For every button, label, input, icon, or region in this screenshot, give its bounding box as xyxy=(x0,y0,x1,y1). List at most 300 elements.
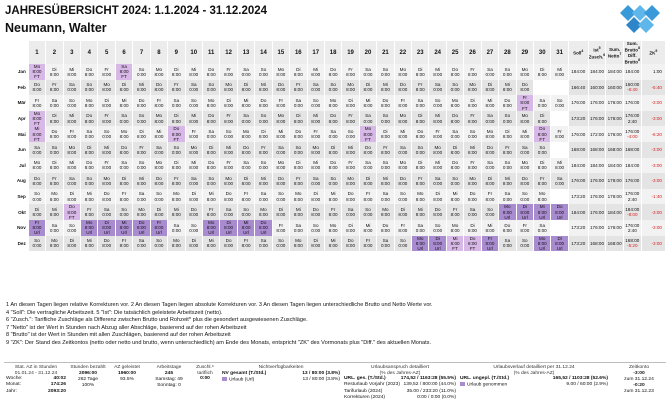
day-cell: Fr 8:00 xyxy=(516,220,533,236)
day-header: 17 xyxy=(307,41,324,64)
day-cell: Mo 8:00 xyxy=(324,220,341,236)
soll-value: 173:20 xyxy=(568,220,588,236)
day-cell: Di 8:00 xyxy=(46,158,63,174)
day-cell: So 0:00 xyxy=(168,142,185,158)
sum-netto-cell xyxy=(606,236,624,252)
day-cell: Mi 8:00 xyxy=(324,189,341,205)
nv-item-value: 13 / 80:00 (3.8%) xyxy=(302,376,340,382)
day-cell: Di 8:00 xyxy=(342,95,359,111)
day-cell: Do 8:00 xyxy=(394,173,411,189)
day-cell: Fr 8:00 xyxy=(98,111,115,127)
day-cell: Mi 8:00 xyxy=(499,173,516,189)
day-cell: Sa 0:00 xyxy=(534,95,551,111)
zk-value: -5:40 xyxy=(641,80,665,96)
sum-netto-cell xyxy=(606,220,624,236)
day-header: 20 xyxy=(359,41,376,64)
soll-value: 173:20 xyxy=(568,189,588,205)
sum-netto-cell xyxy=(606,142,624,158)
soll-header-part: Soll xyxy=(573,50,582,56)
day-cell: Fr 8:00 xyxy=(28,95,45,111)
day-cell: Do 8:00 xyxy=(359,142,376,158)
sum-brutto-cell xyxy=(623,189,641,205)
diff-value: -4:00 xyxy=(627,134,638,140)
soll-value: 173:20 xyxy=(568,111,588,127)
day-cell: Mo 8:00 Url xyxy=(499,204,516,220)
sum-netto-value: 176:00 xyxy=(607,100,622,106)
sum-brutto-value: 176:00 xyxy=(625,222,640,228)
day-cell: Di 8:00 xyxy=(481,173,498,189)
day-header: 27 xyxy=(481,41,498,64)
day-cell: Mi 8:00 xyxy=(290,204,307,220)
day-cell: Do 8:00 xyxy=(81,158,98,174)
day-cell: So 0:00 xyxy=(220,126,237,142)
day-cell: Fr 8:00 xyxy=(290,173,307,189)
day-cell: Mo 8:00 xyxy=(290,236,307,252)
day-cell: Mi 8:00 xyxy=(255,173,272,189)
day-cell: Di 8:00 xyxy=(237,173,254,189)
day-cell: Di 8:00 xyxy=(81,142,98,158)
zk-header xyxy=(641,41,665,64)
day-cell: So 0:00 xyxy=(429,220,446,236)
day-cell: Mi 8:00 xyxy=(429,111,446,127)
soll-value: 166:40 xyxy=(568,80,588,96)
month-label: Dez xyxy=(4,236,28,252)
day-cell: Di 8:00 xyxy=(272,204,289,220)
day-cell: Do 8:00 FT xyxy=(168,126,185,142)
day-cell: Fr 8:00 xyxy=(237,189,254,205)
ist-value: 176:00 xyxy=(588,111,606,127)
day-cell: Sa 0:00 xyxy=(394,142,411,158)
day-cell: Do 8:00 xyxy=(28,80,45,96)
day-cell: Sa 0:00 xyxy=(63,80,80,96)
day-cell: Di 8:00 xyxy=(446,142,463,158)
day-cell: Mo 8:00 FT xyxy=(28,64,45,80)
day-cell: Do 8:00 xyxy=(377,220,394,236)
day-cell: Mi 8:00 xyxy=(516,126,533,142)
day-cell: Mo 8:00 xyxy=(133,204,150,220)
day-cell: Mi 8:00 xyxy=(412,204,429,220)
day-cell: So 0:00 xyxy=(412,142,429,158)
sum-netto-cell xyxy=(606,126,624,142)
ist-value: 168:00 xyxy=(588,236,606,252)
sum-netto-header-part: 7 xyxy=(619,51,622,56)
jahr-label: Jahr: xyxy=(6,388,17,394)
day-header: 5 xyxy=(98,41,115,64)
empty-day-cell xyxy=(551,220,568,236)
day-cell: Fr 8:00 xyxy=(168,173,185,189)
day-cell: Di 8:00 xyxy=(28,204,45,220)
day-cell: So 0:00 xyxy=(115,204,132,220)
ua-korrektur-label: Korrekturen (2024) xyxy=(344,394,386,400)
day-cell: Mi 8:00 xyxy=(359,220,376,236)
day-cell: Do 8:00 xyxy=(342,236,359,252)
day-cell: Di 8:00 xyxy=(168,64,185,80)
day-cell: Di 8:00 Url xyxy=(98,220,115,236)
day-cell: Do 8:00 xyxy=(202,64,219,80)
day-cell: Sa 0:00 xyxy=(28,142,45,158)
day-cell: Mi 8:00 xyxy=(377,173,394,189)
az-value: 1960:00 xyxy=(118,370,136,376)
sum-brutto-header-part: Sum. Brutto xyxy=(624,41,639,53)
summary-footer xyxy=(4,362,666,414)
day-cell: Do 8:00 xyxy=(255,95,272,111)
day-cell: Do 8:00 xyxy=(220,236,237,252)
woche-label: Woche: xyxy=(6,376,23,382)
day-cell: Do 8:00 xyxy=(324,158,341,174)
day-cell: Do 8:00 xyxy=(202,111,219,127)
day-cell: Di 8:00 xyxy=(412,64,429,80)
day-cell: Do 8:00 xyxy=(481,142,498,158)
diff-value: 2:40 xyxy=(627,196,637,202)
day-cell: Mi 8:00 xyxy=(377,80,394,96)
ua-gesamt-label: URL. ges. (T./Std.) xyxy=(344,376,386,382)
sum-netto-value: 184:00 xyxy=(607,209,622,215)
day-cell: Do 8:00 xyxy=(46,126,63,142)
uv-subheading: (% des Jahres-AZ) xyxy=(513,370,555,376)
day-cell: Mi 8:00 xyxy=(202,236,219,252)
day-cell: So 0:00 xyxy=(202,80,219,96)
day-header: 26 xyxy=(464,41,481,64)
day-cell: So 0:00 xyxy=(446,173,463,189)
day-cell: Mo 8:00 xyxy=(202,95,219,111)
day-cell: Mo 8:00 xyxy=(115,126,132,142)
day-cell: Do 8:00 xyxy=(429,204,446,220)
day-cell: Mo 8:00 xyxy=(168,189,185,205)
day-cell: Do 8:00 xyxy=(412,126,429,142)
zk-value: -3:00 xyxy=(641,95,665,111)
uv-label: URL. ungepl. (T./Std.) xyxy=(460,376,510,382)
day-cell: Fr 8:00 xyxy=(412,80,429,96)
day-cell: Do 8:00 xyxy=(499,95,516,111)
day-cell: Mi 8:00 xyxy=(63,158,80,174)
day-cell: Mo 8:00 xyxy=(342,80,359,96)
vacation-swatch-icon xyxy=(222,377,227,381)
day-cell: Do 8:00 FT xyxy=(534,126,551,142)
day-cell: Sa 0:00 xyxy=(81,126,98,142)
day-cell: Fr 8:00 xyxy=(481,189,498,205)
day-cell: So 0:00 xyxy=(429,95,446,111)
soll-value: 176:00 xyxy=(568,126,588,142)
soll-header-part: 4 xyxy=(581,49,584,54)
day-header: 7 xyxy=(133,41,150,64)
day-cell: Mo 8:00 xyxy=(394,64,411,80)
diff-value: -8:00 xyxy=(627,212,638,218)
day-cell: Mo 8:00 xyxy=(168,236,185,252)
day-cell: So 0:00 xyxy=(534,142,551,158)
jahr-value: 2093:20 xyxy=(48,388,66,394)
zk-value: -6:20 xyxy=(641,126,665,142)
day-cell: Mi 8:00 xyxy=(499,80,516,96)
uv-heading: Urlaubsverlauf detailliert per 31.12.24 xyxy=(493,365,575,370)
day-header: 24 xyxy=(429,41,446,64)
day-cell: So 0:00 xyxy=(499,64,516,80)
day-cell: Fr 8:00 xyxy=(133,142,150,158)
day-cell: So 0:00 xyxy=(307,220,324,236)
zeitkonto-value-previous: -0:20 xyxy=(633,383,645,388)
day-cell: So 0:00 xyxy=(255,64,272,80)
month-row xyxy=(4,236,666,252)
day-cell: Fr 8:00 xyxy=(412,173,429,189)
day-cell: Sa 0:00 xyxy=(464,204,481,220)
day-cell: Mi 8:00 Url xyxy=(115,220,132,236)
day-cell: Do 8:00 xyxy=(220,189,237,205)
day-cell: Fr 8:00 xyxy=(359,189,376,205)
day-cell: Do 8:00 xyxy=(446,111,463,127)
day-cell: Mi 8:00 xyxy=(429,64,446,80)
day-cell: Do 8:00 xyxy=(290,126,307,142)
day-cell: Mo 8:00 xyxy=(63,142,80,158)
day-cell: Di 8:00 xyxy=(46,111,63,127)
empty-day-cell xyxy=(551,80,568,96)
sum-brutto-header-part: 8 xyxy=(638,46,641,50)
day-cell: So 0:00 xyxy=(28,189,45,205)
day-cell: Mi 8:00 xyxy=(98,142,115,158)
day-cell: Do 8:00 xyxy=(133,95,150,111)
day-cell: Mi 8:00 xyxy=(185,64,202,80)
ua-heading: Urlaubsanspruch detailliert xyxy=(371,365,429,370)
month-label: Jun xyxy=(4,142,28,158)
day-cell: Mi 8:00 xyxy=(63,111,80,127)
day-cell: Fr 8:00 xyxy=(394,220,411,236)
day-cell: Mo 8:00 xyxy=(446,220,463,236)
day-cell: Sa 0:00 xyxy=(342,204,359,220)
day-cell: Mi 8:00 xyxy=(429,158,446,174)
day-cell: Sa 0:00 xyxy=(46,220,63,236)
sum-brutto-value: 176:00 xyxy=(625,178,640,184)
day-cell: Di 8:00 xyxy=(534,158,551,174)
day-cell: Mi 8:00 xyxy=(185,111,202,127)
sum-netto-cell xyxy=(606,95,624,111)
day-cell: Mi 8:00 xyxy=(133,80,150,96)
ua-tarif-label: Tarifurlaub (2024) xyxy=(344,388,383,394)
sum-netto-cell xyxy=(606,204,624,220)
day-cell: Mo 8:00 xyxy=(28,158,45,174)
sum-brutto-cell xyxy=(623,220,641,236)
day-cell: Di 8:00 xyxy=(464,220,481,236)
day-cell: So 0:00 xyxy=(342,126,359,142)
day-cell: Sa 0:00 xyxy=(359,64,376,80)
day-cell: Mo 8:00 xyxy=(272,158,289,174)
page-title: JAHRESÜBERSICHT 2024: 1.1.2024 - 31.12.2024 xyxy=(5,5,268,17)
day-cell: Di 8:00 Url xyxy=(551,236,568,252)
day-cell: Mi 8:00 xyxy=(81,236,98,252)
day-cell: Mi 8:00 xyxy=(394,126,411,142)
sum-brutto-value: 184:00 xyxy=(625,69,640,75)
soll-value: 184:00 xyxy=(568,158,588,174)
day-cell: Mo 8:00 Url xyxy=(412,236,429,252)
day-cell: So 0:00 xyxy=(516,189,533,205)
day-cell: Di 8:00 xyxy=(481,80,498,96)
ua-gesamt-value: 174,52 / 1163:28 (55.5%) xyxy=(400,376,456,382)
day-cell: Fr 8:00 xyxy=(220,111,237,127)
sum-netto-header xyxy=(606,41,624,64)
zk-header-part: 9 xyxy=(655,49,658,54)
day-cell: Fr 8:00 xyxy=(324,204,341,220)
day-header: 29 xyxy=(516,41,533,64)
month-row xyxy=(4,173,666,189)
day-cell: Mi 8:00 xyxy=(342,142,359,158)
day-cell: Fr 8:00 xyxy=(464,158,481,174)
sum-brutto-value: 176:00 xyxy=(625,113,640,119)
day-cell: Di 8:00 xyxy=(377,126,394,142)
day-cell: Sa 0:00 xyxy=(46,95,63,111)
ua-vortrag-label: Resturlaub Vorjahr (2023) xyxy=(344,382,401,388)
sum-netto-value: 168:00 xyxy=(607,240,622,246)
diff-value: 2:40 xyxy=(627,118,637,124)
day-cell: Sa 0:00 xyxy=(255,236,272,252)
nv-heading: Nichtverfügbarkeiten xyxy=(258,365,304,370)
sum-brutto-cell xyxy=(623,142,641,158)
footnote-3: 6 "Zusch.": Tarifliche Zuschläge als Differenz zwischen Brutto und Rohzeit* plus die gesondert ausgewiesenen Zuschläge. xyxy=(6,317,308,324)
year-overview-table xyxy=(4,41,666,251)
ist-value: 176:00 xyxy=(588,95,606,111)
day-cell: Fr 8:00 xyxy=(237,236,254,252)
urlaubsverlauf-block xyxy=(460,365,608,389)
day-cell: Do 8:00 xyxy=(115,142,132,158)
day-cell: Mo 8:00 xyxy=(237,126,254,142)
day-cell: So 0:00 xyxy=(516,236,533,252)
day-cell: Do 8:00 xyxy=(516,80,533,96)
day-cell: Sa 0:00 xyxy=(359,111,376,127)
day-cell: Mo 8:00 xyxy=(98,80,115,96)
day-cell: Mi 8:00 xyxy=(185,158,202,174)
month-label: Jul xyxy=(4,158,28,174)
nichtverfuegbarkeiten-block xyxy=(222,365,340,383)
day-header: 10 xyxy=(185,41,202,64)
day-cell: Fr 8:00 Url xyxy=(481,236,498,252)
employee-name: Neumann, Walter xyxy=(5,21,107,35)
day-header: 2 xyxy=(46,41,63,64)
day-cell: Di 8:00 xyxy=(342,220,359,236)
day-cell: Di 8:00 xyxy=(412,111,429,127)
sum-brutto-value: 168:00 xyxy=(625,238,640,244)
sum-brutto-header-part: 8 xyxy=(638,57,641,62)
month-label: Mai xyxy=(4,126,28,142)
ua-vortrag-value: 139,52 / 800:00 (44.0%) xyxy=(403,382,456,388)
zuschlaege-block xyxy=(192,365,218,382)
day-cell: Di 8:00 xyxy=(499,126,516,142)
day-cell: Fr 8:00 xyxy=(98,64,115,80)
day-cell: Fr 8:00 FT xyxy=(516,95,533,111)
day-header: 28 xyxy=(499,41,516,64)
day-cell: Di 8:00 xyxy=(534,111,551,127)
day-cell: So 0:00 xyxy=(324,173,341,189)
day-header: 30 xyxy=(534,41,551,64)
day-cell: Mo 8:00 xyxy=(81,95,98,111)
zeitkonto-date-current: zum 31.12.24 xyxy=(624,376,654,382)
day-cell: Do 8:00 xyxy=(202,158,219,174)
day-cell: Sa 0:00 xyxy=(115,158,132,174)
day-header: 16 xyxy=(290,41,307,64)
monat-label: Monat: xyxy=(6,382,21,388)
day-cell: Mo 8:00 xyxy=(342,173,359,189)
day-header: 11 xyxy=(202,41,219,64)
day-cell: Fr 8:00 xyxy=(551,126,568,142)
day-cell: Di 8:00 xyxy=(324,142,341,158)
day-cell: Mo 8:00 xyxy=(516,158,533,174)
day-cell: Di 8:00 Url xyxy=(429,236,446,252)
diff-value: -5:20 xyxy=(627,243,638,249)
day-cell: Mi 8:00 xyxy=(481,95,498,111)
sum-brutto-cell xyxy=(623,95,641,111)
day-cell: Do 8:00 xyxy=(28,173,45,189)
sum-netto-value: 176:00 xyxy=(607,178,622,184)
day-cell: Di 8:00 xyxy=(46,64,63,80)
day-cell: Mi 8:00 xyxy=(46,204,63,220)
day-cell: So 0:00 xyxy=(81,173,98,189)
day-cell: Do 8:00 Url xyxy=(551,204,568,220)
stat-az-range: 01.01.24 - 31.12.24 xyxy=(14,370,58,376)
day-cell: So 0:00 xyxy=(81,80,98,96)
day-cell: Fr 8:00 xyxy=(115,189,132,205)
day-cell: Mi 8:00 xyxy=(307,111,324,127)
day-cell: Fr 8:00 xyxy=(202,204,219,220)
day-cell: Mi 8:00 xyxy=(481,220,498,236)
day-cell: Di 8:00 Url xyxy=(516,204,533,220)
ist-value: 176:00 xyxy=(588,204,606,220)
day-cell: Sa 0:00 xyxy=(359,158,376,174)
day-cell: Di 8:00 xyxy=(115,80,132,96)
day-cell: Do 8:00 xyxy=(464,189,481,205)
day-cell: Fr 8:00 xyxy=(272,220,289,236)
day-cell: So 0:00 xyxy=(202,173,219,189)
day-cell: Di 8:00 xyxy=(220,95,237,111)
day-cell: Di 8:00 xyxy=(168,158,185,174)
month-label: Sep xyxy=(4,189,28,205)
month-label: Apr xyxy=(4,111,28,127)
day-cell: Mi 8:00 xyxy=(63,64,80,80)
sum-brutto-value: 176:00 xyxy=(625,100,640,106)
sum-brutto-value: 160:00 xyxy=(625,82,640,88)
day-cell: So 0:00 xyxy=(481,204,498,220)
day-cell: Sa 0:00 xyxy=(412,95,429,111)
day-cell: Fr 8:00 xyxy=(359,236,376,252)
day-cell: Fr 8:00 xyxy=(255,142,272,158)
day-cell: So 0:00 xyxy=(307,95,324,111)
ist-header-part: Zusch. xyxy=(588,54,604,59)
day-cell: Mi 8:00 xyxy=(237,95,254,111)
day-cell: So 0:00 xyxy=(446,80,463,96)
day-cell: Mi 8:00 xyxy=(255,80,272,96)
month-label: Okt xyxy=(4,204,28,220)
day-cell: Sa 0:00 xyxy=(499,189,516,205)
day-header: 19 xyxy=(342,41,359,64)
empty-day-cell xyxy=(534,80,551,96)
day-cell: Sa 0:00 xyxy=(324,126,341,142)
month-row xyxy=(4,142,666,158)
nv-value: 13 / 80:00 (3.8%) xyxy=(302,370,340,376)
day-cell: Mi 8:00 xyxy=(272,126,289,142)
sum-netto-header-part: Sum. Netto xyxy=(607,46,621,59)
stunden-block xyxy=(70,365,106,389)
sum-brutto-cell xyxy=(623,204,641,220)
day-cell: Sa 0:00 xyxy=(481,158,498,174)
day-cell: Sa 8:00 FT xyxy=(115,64,132,80)
day-cell: Mo 8:00 xyxy=(46,236,63,252)
sum-netto-value: 184:00 xyxy=(607,69,622,75)
day-header: 4 xyxy=(81,41,98,64)
day-cell: So 0:00 xyxy=(377,158,394,174)
day-cell: Di 8:00 xyxy=(168,111,185,127)
day-cell: Do 8:00 xyxy=(81,64,98,80)
day-cell: Mo 8:00 xyxy=(446,95,463,111)
soll-value: 184:00 xyxy=(568,204,588,220)
day-cell: Do 8:00 Url xyxy=(255,220,272,236)
day-header: 18 xyxy=(324,41,341,64)
month-label: Aug xyxy=(4,173,28,189)
day-header: 15 xyxy=(272,41,289,64)
day-cell: Mo 8:00 xyxy=(534,189,551,205)
